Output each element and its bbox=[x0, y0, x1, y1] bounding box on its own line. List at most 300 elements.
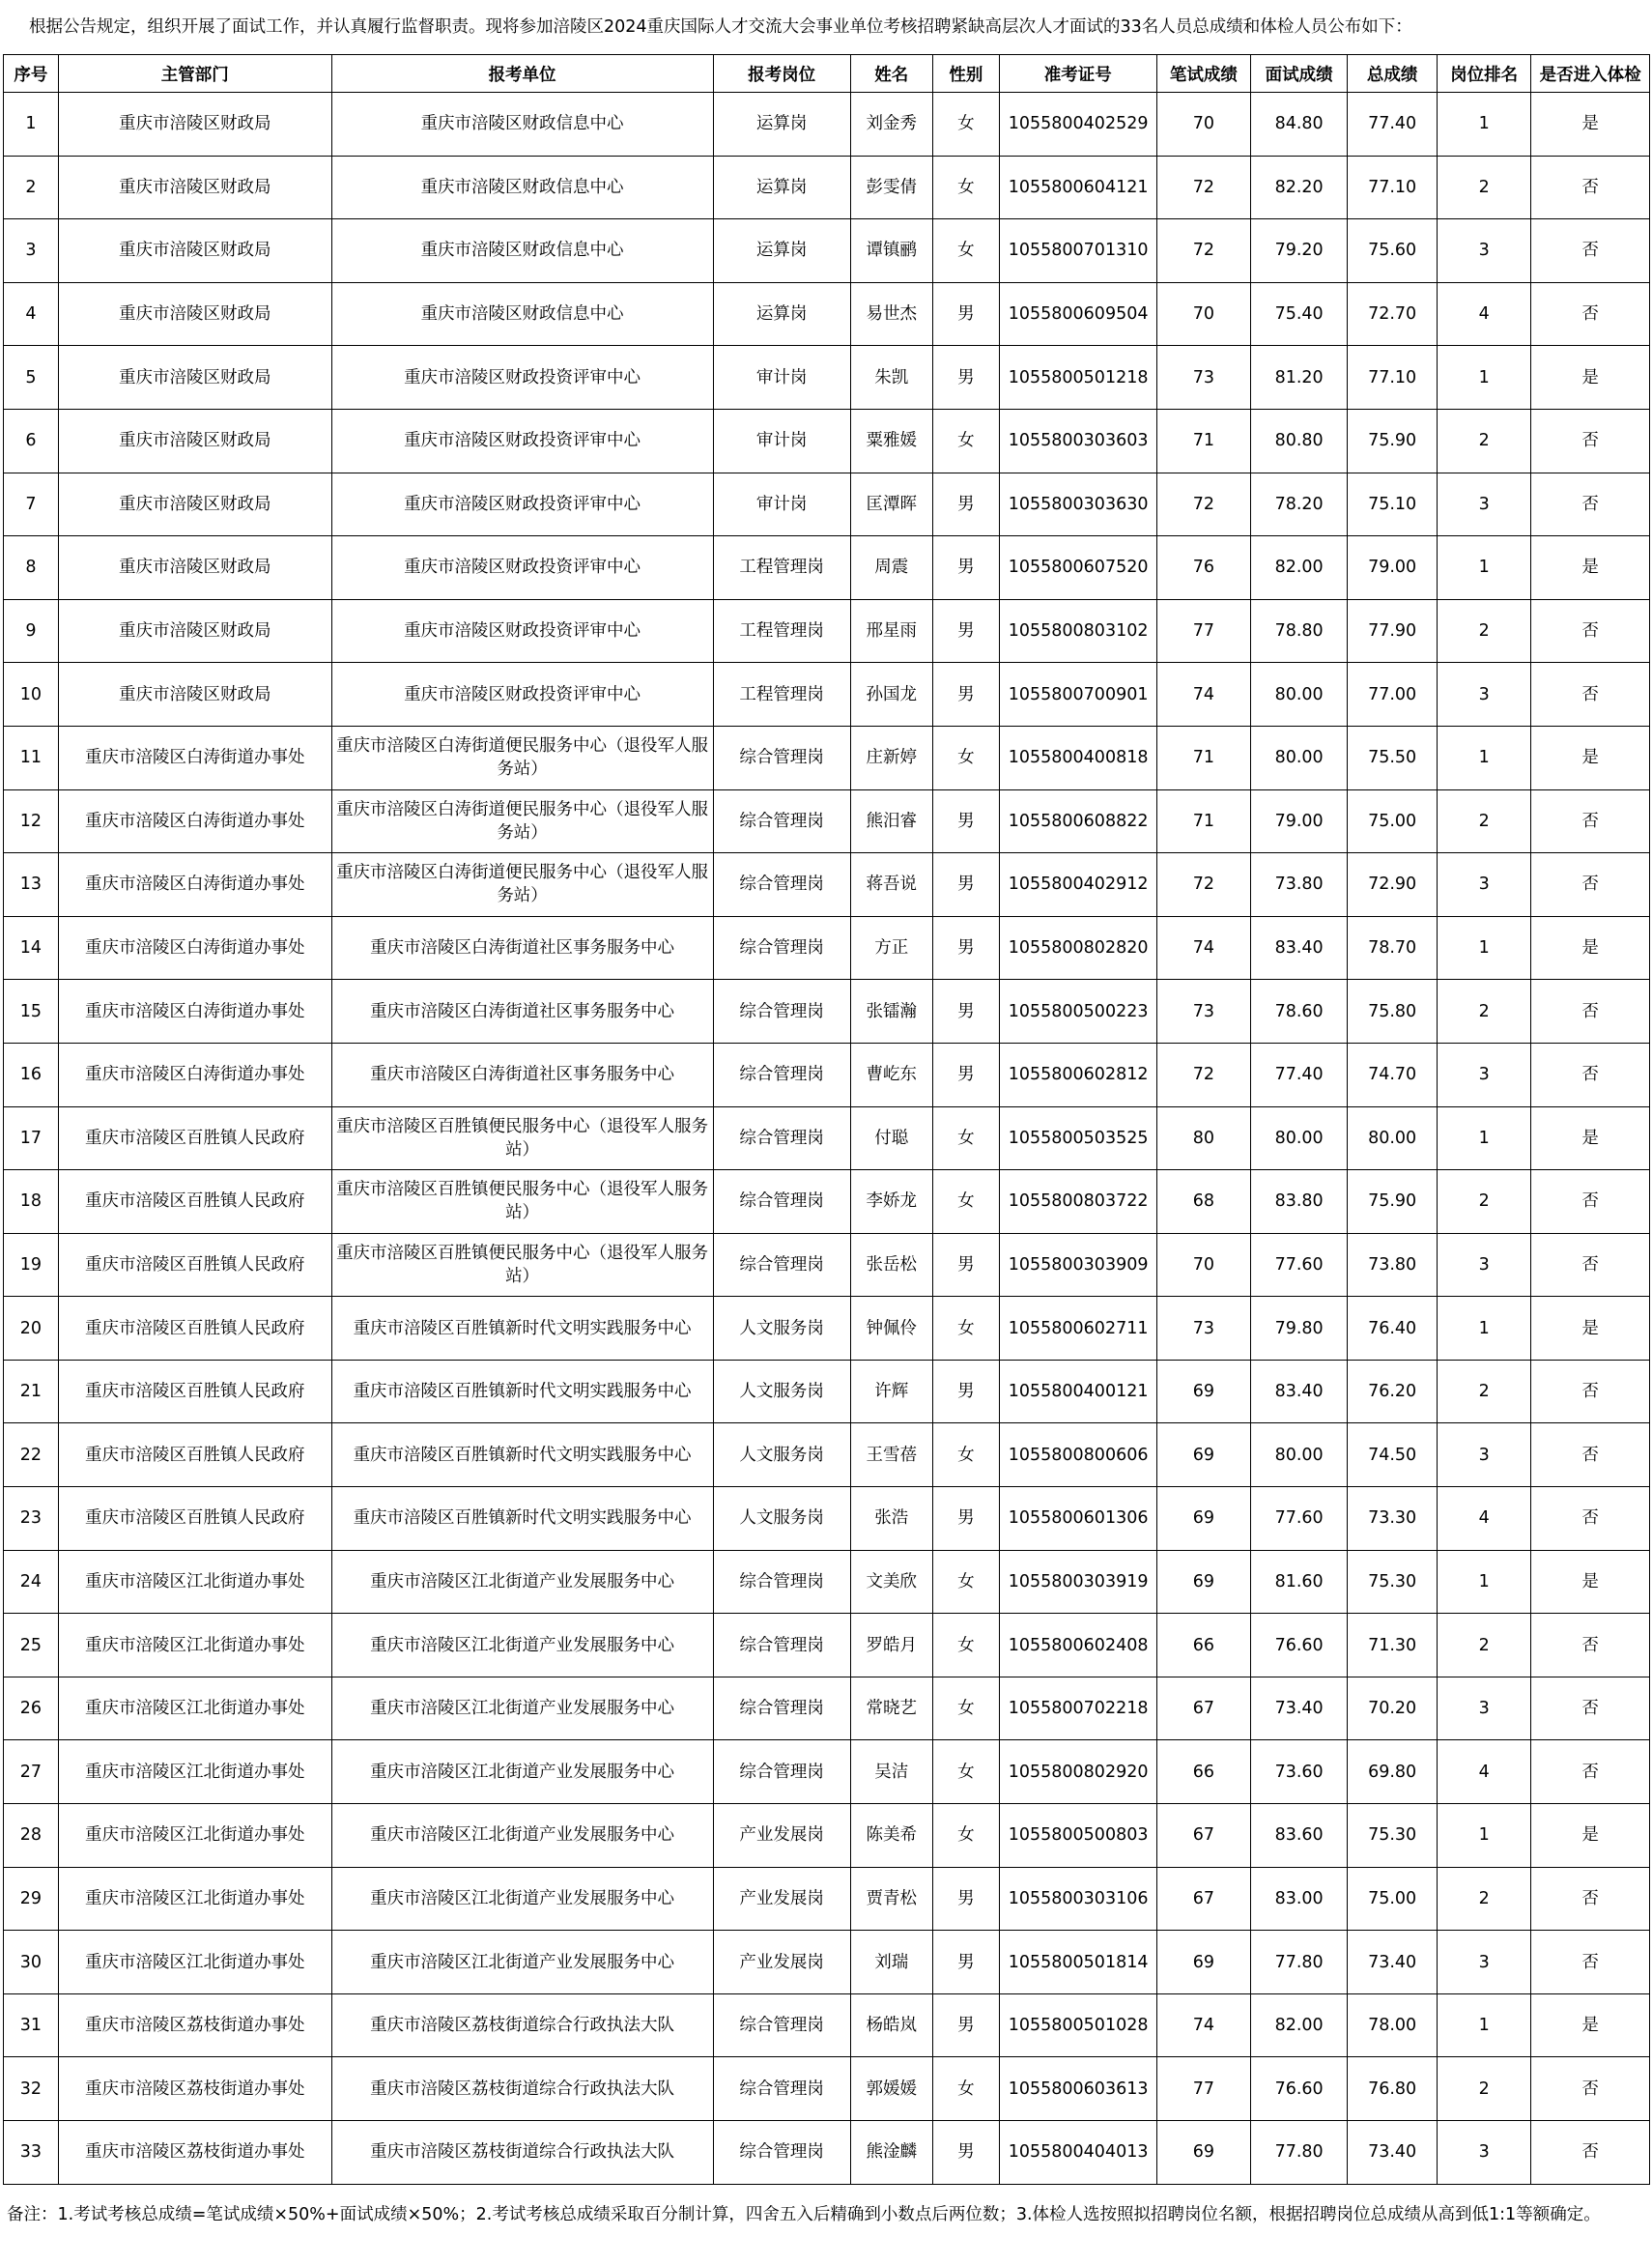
cell-total-score: 75.50 bbox=[1348, 726, 1438, 789]
cell-rank: 3 bbox=[1438, 473, 1531, 536]
cell-rank: 2 bbox=[1438, 156, 1531, 219]
cell-total-score: 73.40 bbox=[1348, 2121, 1438, 2185]
cell-position: 产业发展岗 bbox=[713, 1931, 850, 1994]
cell-interview-score: 76.60 bbox=[1251, 2057, 1348, 2121]
cell-index: 4 bbox=[4, 282, 59, 346]
cell-total-score: 73.80 bbox=[1348, 1233, 1438, 1297]
cell-index: 26 bbox=[4, 1677, 59, 1740]
cell-written-score: 71 bbox=[1156, 409, 1250, 473]
cell-rank: 3 bbox=[1438, 1677, 1531, 1740]
cell-gender: 女 bbox=[932, 1740, 999, 1804]
cell-department: 重庆市涪陵区财政局 bbox=[58, 409, 331, 473]
cell-unit: 重庆市涪陵区江北街道产业发展服务中心 bbox=[331, 1614, 713, 1677]
cell-total-score: 78.00 bbox=[1348, 1993, 1438, 2057]
cell-name: 李娇龙 bbox=[850, 1170, 932, 1234]
cell-rank: 1 bbox=[1438, 726, 1531, 789]
cell-position: 综合管理岗 bbox=[713, 726, 850, 789]
table-row bbox=[4, 282, 1650, 346]
cell-unit: 重庆市涪陵区白涛街道便民服务中心（退役军人服务站） bbox=[331, 726, 713, 789]
cell-interview-score: 80.00 bbox=[1251, 1423, 1348, 1487]
cell-interview-score: 80.80 bbox=[1251, 409, 1348, 473]
cell-department: 重庆市涪陵区百胜镇人民政府 bbox=[58, 1106, 331, 1170]
cell-name: 粟雅媛 bbox=[850, 409, 932, 473]
cell-interview-score: 79.20 bbox=[1251, 219, 1348, 283]
table-header-row bbox=[4, 55, 1650, 93]
cell-rank: 1 bbox=[1438, 346, 1531, 410]
cell-total-score: 75.00 bbox=[1348, 789, 1438, 853]
cell-rank: 3 bbox=[1438, 2121, 1531, 2185]
cell-index: 14 bbox=[4, 916, 59, 980]
cell-ticket: 1055800803102 bbox=[999, 599, 1156, 663]
cell-position: 综合管理岗 bbox=[713, 1993, 850, 2057]
cell-unit: 重庆市涪陵区财政投资评审中心 bbox=[331, 473, 713, 536]
cell-name: 常晓艺 bbox=[850, 1677, 932, 1740]
cell-rank: 4 bbox=[1438, 282, 1531, 346]
cell-rank: 3 bbox=[1438, 1931, 1531, 1994]
cell-name: 郭媛媛 bbox=[850, 2057, 932, 2121]
table-row bbox=[4, 980, 1650, 1044]
header-unit: 报考单位 bbox=[331, 55, 713, 93]
cell-department: 重庆市涪陵区百胜镇人民政府 bbox=[58, 1487, 331, 1551]
cell-name: 彭雯倩 bbox=[850, 156, 932, 219]
cell-department: 重庆市涪陵区百胜镇人民政府 bbox=[58, 1170, 331, 1234]
cell-index: 10 bbox=[4, 663, 59, 727]
cell-gender: 女 bbox=[932, 1804, 999, 1868]
cell-unit: 重庆市涪陵区财政信息中心 bbox=[331, 282, 713, 346]
cell-interview-score: 83.40 bbox=[1251, 916, 1348, 980]
cell-gender: 女 bbox=[932, 2057, 999, 2121]
cell-unit: 重庆市涪陵区百胜镇新时代文明实践服务中心 bbox=[331, 1360, 713, 1423]
table-row bbox=[4, 916, 1650, 980]
cell-written-score: 72 bbox=[1156, 219, 1250, 283]
cell-rank: 2 bbox=[1438, 1170, 1531, 1234]
cell-total-score: 75.30 bbox=[1348, 1804, 1438, 1868]
cell-index: 15 bbox=[4, 980, 59, 1044]
intro-text: 根据公告规定，组织开展了面试工作，并认真履行监督职责。现将参加涪陵区2024重庆国际人才交流大会事业单位考核招聘紧缺高层次人才面试的33名人员总成绩和体检人员公布如下： bbox=[29, 17, 1412, 37]
cell-total-score: 77.90 bbox=[1348, 599, 1438, 663]
cell-physical-exam: 否 bbox=[1531, 980, 1650, 1044]
cell-interview-score: 78.60 bbox=[1251, 980, 1348, 1044]
cell-ticket: 1055800402529 bbox=[999, 93, 1156, 157]
cell-physical-exam: 否 bbox=[1531, 1043, 1650, 1106]
cell-ticket: 1055800404013 bbox=[999, 2121, 1156, 2185]
header-total-score: 总成绩 bbox=[1348, 55, 1438, 93]
cell-written-score: 74 bbox=[1156, 1993, 1250, 2057]
cell-ticket: 1055800400121 bbox=[999, 1360, 1156, 1423]
cell-index: 32 bbox=[4, 2057, 59, 2121]
cell-gender: 男 bbox=[932, 1360, 999, 1423]
cell-ticket: 1055800603613 bbox=[999, 2057, 1156, 2121]
cell-index: 2 bbox=[4, 156, 59, 219]
cell-department: 重庆市涪陵区白涛街道办事处 bbox=[58, 980, 331, 1044]
cell-department: 重庆市涪陵区财政局 bbox=[58, 663, 331, 727]
cell-department: 重庆市涪陵区江北街道办事处 bbox=[58, 1931, 331, 1994]
cell-rank: 1 bbox=[1438, 1550, 1531, 1614]
cell-position: 综合管理岗 bbox=[713, 1106, 850, 1170]
cell-ticket: 1055800803722 bbox=[999, 1170, 1156, 1234]
cell-name: 朱凯 bbox=[850, 346, 932, 410]
table-row bbox=[4, 1360, 1650, 1423]
cell-total-score: 76.80 bbox=[1348, 2057, 1438, 2121]
cell-name: 杨皓岚 bbox=[850, 1993, 932, 2057]
cell-unit: 重庆市涪陵区荔枝街道综合行政执法大队 bbox=[331, 1993, 713, 2057]
cell-name: 刘瑞 bbox=[850, 1931, 932, 1994]
cell-ticket: 1055800607520 bbox=[999, 536, 1156, 600]
cell-unit: 重庆市涪陵区白涛街道便民服务中心（退役军人服务站） bbox=[331, 853, 713, 917]
cell-rank: 1 bbox=[1438, 1993, 1531, 2057]
cell-gender: 男 bbox=[932, 980, 999, 1044]
cell-gender: 男 bbox=[932, 599, 999, 663]
cell-unit: 重庆市涪陵区江北街道产业发展服务中心 bbox=[331, 1804, 713, 1868]
cell-interview-score: 78.20 bbox=[1251, 473, 1348, 536]
cell-interview-score: 83.40 bbox=[1251, 1360, 1348, 1423]
cell-total-score: 73.40 bbox=[1348, 1931, 1438, 1994]
cell-gender: 男 bbox=[932, 789, 999, 853]
cell-gender: 女 bbox=[932, 1297, 999, 1361]
cell-gender: 男 bbox=[932, 916, 999, 980]
cell-rank: 1 bbox=[1438, 536, 1531, 600]
cell-rank: 2 bbox=[1438, 1360, 1531, 1423]
cell-position: 综合管理岗 bbox=[713, 1614, 850, 1677]
cell-physical-exam: 否 bbox=[1531, 1867, 1650, 1931]
cell-total-score: 75.60 bbox=[1348, 219, 1438, 283]
cell-unit: 重庆市涪陵区财政投资评审中心 bbox=[331, 346, 713, 410]
cell-department: 重庆市涪陵区百胜镇人民政府 bbox=[58, 1423, 331, 1487]
cell-gender: 男 bbox=[932, 536, 999, 600]
cell-physical-exam: 否 bbox=[1531, 789, 1650, 853]
cell-written-score: 77 bbox=[1156, 2057, 1250, 2121]
cell-interview-score: 83.00 bbox=[1251, 1867, 1348, 1931]
cell-rank: 3 bbox=[1438, 853, 1531, 917]
cell-index: 28 bbox=[4, 1804, 59, 1868]
cell-unit: 重庆市涪陵区江北街道产业发展服务中心 bbox=[331, 1550, 713, 1614]
table-row bbox=[4, 1487, 1650, 1551]
cell-index: 7 bbox=[4, 473, 59, 536]
cell-written-score: 73 bbox=[1156, 980, 1250, 1044]
cell-index: 21 bbox=[4, 1360, 59, 1423]
cell-physical-exam: 否 bbox=[1531, 1360, 1650, 1423]
cell-total-score: 77.10 bbox=[1348, 346, 1438, 410]
cell-rank: 3 bbox=[1438, 663, 1531, 727]
cell-name: 罗皓月 bbox=[850, 1614, 932, 1677]
cell-physical-exam: 是 bbox=[1531, 93, 1650, 157]
cell-physical-exam: 否 bbox=[1531, 2121, 1650, 2185]
cell-written-score: 71 bbox=[1156, 726, 1250, 789]
table-row bbox=[4, 1423, 1650, 1487]
table-body bbox=[4, 93, 1650, 2185]
cell-physical-exam: 是 bbox=[1531, 1297, 1650, 1361]
cell-position: 审计岗 bbox=[713, 473, 850, 536]
cell-physical-exam: 否 bbox=[1531, 282, 1650, 346]
cell-gender: 男 bbox=[932, 1993, 999, 2057]
cell-total-score: 75.80 bbox=[1348, 980, 1438, 1044]
cell-interview-score: 78.80 bbox=[1251, 599, 1348, 663]
cell-total-score: 72.70 bbox=[1348, 282, 1438, 346]
cell-index: 27 bbox=[4, 1740, 59, 1804]
cell-physical-exam: 否 bbox=[1531, 1487, 1650, 1551]
cell-name: 周震 bbox=[850, 536, 932, 600]
cell-name: 易世杰 bbox=[850, 282, 932, 346]
cell-position: 运算岗 bbox=[713, 156, 850, 219]
cell-total-score: 74.50 bbox=[1348, 1423, 1438, 1487]
cell-rank: 3 bbox=[1438, 1233, 1531, 1297]
cell-written-score: 73 bbox=[1156, 1297, 1250, 1361]
cell-gender: 男 bbox=[932, 1867, 999, 1931]
cell-department: 重庆市涪陵区白涛街道办事处 bbox=[58, 1043, 331, 1106]
cell-index: 30 bbox=[4, 1931, 59, 1994]
cell-index: 33 bbox=[4, 2121, 59, 2185]
cell-interview-score: 73.60 bbox=[1251, 1740, 1348, 1804]
cell-total-score: 77.10 bbox=[1348, 156, 1438, 219]
cell-interview-score: 80.00 bbox=[1251, 1106, 1348, 1170]
cell-written-score: 69 bbox=[1156, 2121, 1250, 2185]
cell-rank: 4 bbox=[1438, 1740, 1531, 1804]
cell-name: 陈美希 bbox=[850, 1804, 932, 1868]
cell-interview-score: 82.20 bbox=[1251, 156, 1348, 219]
cell-unit: 重庆市涪陵区荔枝街道综合行政执法大队 bbox=[331, 2121, 713, 2185]
cell-position: 综合管理岗 bbox=[713, 789, 850, 853]
cell-rank: 2 bbox=[1438, 1867, 1531, 1931]
table-row bbox=[4, 346, 1650, 410]
cell-rank: 3 bbox=[1438, 1423, 1531, 1487]
cell-physical-exam: 是 bbox=[1531, 1550, 1650, 1614]
cell-written-score: 67 bbox=[1156, 1867, 1250, 1931]
footnote: 备注：1.考试考核总成绩=笔试成绩×50%+面试成绩×50%；2.考试考核总成绩采取百分制计算，四舍五入后精确到小数点后两位数；3.体检人选按照拟招聘岗位名额，根据招聘岗位总成绩从高到低1:1等额确定。 bbox=[7, 2205, 1601, 2224]
cell-interview-score: 81.60 bbox=[1251, 1550, 1348, 1614]
table-row bbox=[4, 219, 1650, 283]
cell-gender: 男 bbox=[932, 282, 999, 346]
cell-name: 方正 bbox=[850, 916, 932, 980]
cell-physical-exam: 否 bbox=[1531, 599, 1650, 663]
cell-interview-score: 77.40 bbox=[1251, 1043, 1348, 1106]
cell-total-score: 75.00 bbox=[1348, 1867, 1438, 1931]
cell-unit: 重庆市涪陵区白涛街道社区事务服务中心 bbox=[331, 1043, 713, 1106]
cell-position: 工程管理岗 bbox=[713, 599, 850, 663]
cell-department: 重庆市涪陵区财政局 bbox=[58, 156, 331, 219]
cell-written-score: 74 bbox=[1156, 663, 1250, 727]
cell-position: 综合管理岗 bbox=[713, 2121, 850, 2185]
cell-unit: 重庆市涪陵区江北街道产业发展服务中心 bbox=[331, 1931, 713, 1994]
cell-index: 3 bbox=[4, 219, 59, 283]
table-row bbox=[4, 853, 1650, 917]
cell-rank: 1 bbox=[1438, 93, 1531, 157]
cell-ticket: 1055800601306 bbox=[999, 1487, 1156, 1551]
cell-written-score: 72 bbox=[1156, 156, 1250, 219]
cell-unit: 重庆市涪陵区江北街道产业发展服务中心 bbox=[331, 1677, 713, 1740]
cell-written-score: 72 bbox=[1156, 853, 1250, 917]
cell-index: 23 bbox=[4, 1487, 59, 1551]
cell-unit: 重庆市涪陵区财政投资评审中心 bbox=[331, 409, 713, 473]
cell-written-score: 69 bbox=[1156, 1931, 1250, 1994]
cell-name: 张镭瀚 bbox=[850, 980, 932, 1044]
cell-position: 人文服务岗 bbox=[713, 1423, 850, 1487]
cell-position: 运算岗 bbox=[713, 282, 850, 346]
cell-index: 8 bbox=[4, 536, 59, 600]
cell-ticket: 1055800400818 bbox=[999, 726, 1156, 789]
cell-gender: 男 bbox=[932, 1487, 999, 1551]
cell-ticket: 1055800802920 bbox=[999, 1740, 1156, 1804]
cell-total-score: 71.30 bbox=[1348, 1614, 1438, 1677]
header-position: 报考岗位 bbox=[713, 55, 850, 93]
cell-name: 匡潭晖 bbox=[850, 473, 932, 536]
cell-physical-exam: 否 bbox=[1531, 1931, 1650, 1994]
cell-index: 19 bbox=[4, 1233, 59, 1297]
cell-gender: 女 bbox=[932, 1170, 999, 1234]
cell-interview-score: 79.80 bbox=[1251, 1297, 1348, 1361]
cell-name: 张浩 bbox=[850, 1487, 932, 1551]
cell-index: 24 bbox=[4, 1550, 59, 1614]
cell-index: 11 bbox=[4, 726, 59, 789]
table-row bbox=[4, 409, 1650, 473]
cell-physical-exam: 否 bbox=[1531, 219, 1650, 283]
cell-position: 运算岗 bbox=[713, 93, 850, 157]
cell-department: 重庆市涪陵区白涛街道办事处 bbox=[58, 789, 331, 853]
cell-position: 综合管理岗 bbox=[713, 1233, 850, 1297]
cell-position: 人文服务岗 bbox=[713, 1297, 850, 1361]
cell-gender: 男 bbox=[932, 346, 999, 410]
cell-department: 重庆市涪陵区白涛街道办事处 bbox=[58, 726, 331, 789]
cell-gender: 男 bbox=[932, 663, 999, 727]
cell-physical-exam: 是 bbox=[1531, 726, 1650, 789]
cell-position: 综合管理岗 bbox=[713, 1043, 850, 1106]
table-row bbox=[4, 599, 1650, 663]
cell-total-score: 76.40 bbox=[1348, 1297, 1438, 1361]
cell-physical-exam: 否 bbox=[1531, 2057, 1650, 2121]
cell-name: 孙国龙 bbox=[850, 663, 932, 727]
cell-position: 审计岗 bbox=[713, 346, 850, 410]
cell-position: 产业发展岗 bbox=[713, 1804, 850, 1868]
cell-total-score: 73.30 bbox=[1348, 1487, 1438, 1551]
cell-total-score: 75.10 bbox=[1348, 473, 1438, 536]
cell-unit: 重庆市涪陵区财政投资评审中心 bbox=[331, 536, 713, 600]
cell-gender: 男 bbox=[932, 473, 999, 536]
cell-interview-score: 73.80 bbox=[1251, 853, 1348, 917]
cell-physical-exam: 否 bbox=[1531, 663, 1650, 727]
cell-physical-exam: 否 bbox=[1531, 473, 1650, 536]
cell-department: 重庆市涪陵区百胜镇人民政府 bbox=[58, 1233, 331, 1297]
cell-ticket: 1055800303630 bbox=[999, 473, 1156, 536]
cell-unit: 重庆市涪陵区白涛街道社区事务服务中心 bbox=[331, 980, 713, 1044]
table-row bbox=[4, 1804, 1650, 1868]
cell-physical-exam: 否 bbox=[1531, 409, 1650, 473]
cell-interview-score: 77.80 bbox=[1251, 2121, 1348, 2185]
cell-ticket: 1055800602408 bbox=[999, 1614, 1156, 1677]
cell-rank: 2 bbox=[1438, 599, 1531, 663]
cell-physical-exam: 是 bbox=[1531, 1993, 1650, 2057]
cell-gender: 女 bbox=[932, 1423, 999, 1487]
cell-department: 重庆市涪陵区荔枝街道办事处 bbox=[58, 1993, 331, 2057]
cell-unit: 重庆市涪陵区财政信息中心 bbox=[331, 219, 713, 283]
cell-ticket: 1055800503525 bbox=[999, 1106, 1156, 1170]
cell-name: 熊淦麟 bbox=[850, 2121, 932, 2185]
cell-name: 蒋吾说 bbox=[850, 853, 932, 917]
cell-physical-exam: 是 bbox=[1531, 346, 1650, 410]
cell-unit: 重庆市涪陵区白涛街道便民服务中心（退役军人服务站） bbox=[331, 789, 713, 853]
cell-interview-score: 82.00 bbox=[1251, 536, 1348, 600]
cell-ticket: 1055800500223 bbox=[999, 980, 1156, 1044]
cell-index: 29 bbox=[4, 1867, 59, 1931]
cell-department: 重庆市涪陵区财政局 bbox=[58, 93, 331, 157]
table-row bbox=[4, 1740, 1650, 1804]
cell-interview-score: 77.60 bbox=[1251, 1233, 1348, 1297]
cell-ticket: 1055800604121 bbox=[999, 156, 1156, 219]
table-row bbox=[4, 1297, 1650, 1361]
cell-written-score: 70 bbox=[1156, 282, 1250, 346]
results-table bbox=[3, 54, 1650, 2185]
cell-rank: 2 bbox=[1438, 409, 1531, 473]
cell-name: 邢星雨 bbox=[850, 599, 932, 663]
cell-total-score: 75.30 bbox=[1348, 1550, 1438, 1614]
cell-department: 重庆市涪陵区财政局 bbox=[58, 219, 331, 283]
cell-physical-exam: 否 bbox=[1531, 1170, 1650, 1234]
cell-unit: 重庆市涪陵区江北街道产业发展服务中心 bbox=[331, 1740, 713, 1804]
table-row bbox=[4, 93, 1650, 157]
cell-rank: 1 bbox=[1438, 916, 1531, 980]
cell-physical-exam: 否 bbox=[1531, 1423, 1650, 1487]
cell-written-score: 68 bbox=[1156, 1170, 1250, 1234]
cell-department: 重庆市涪陵区江北街道办事处 bbox=[58, 1740, 331, 1804]
cell-position: 综合管理岗 bbox=[713, 1550, 850, 1614]
cell-unit: 重庆市涪陵区百胜镇新时代文明实践服务中心 bbox=[331, 1423, 713, 1487]
cell-interview-score: 81.20 bbox=[1251, 346, 1348, 410]
cell-gender: 女 bbox=[932, 1677, 999, 1740]
cell-interview-score: 76.60 bbox=[1251, 1614, 1348, 1677]
cell-interview-score: 79.00 bbox=[1251, 789, 1348, 853]
cell-name: 许辉 bbox=[850, 1360, 932, 1423]
cell-position: 综合管理岗 bbox=[713, 853, 850, 917]
cell-unit: 重庆市涪陵区百胜镇新时代文明实践服务中心 bbox=[331, 1297, 713, 1361]
cell-position: 综合管理岗 bbox=[713, 1677, 850, 1740]
cell-position: 工程管理岗 bbox=[713, 663, 850, 727]
cell-physical-exam: 否 bbox=[1531, 1677, 1650, 1740]
header-ticket: 准考证号 bbox=[999, 55, 1156, 93]
cell-ticket: 1055800608822 bbox=[999, 789, 1156, 853]
cell-gender: 男 bbox=[932, 1233, 999, 1297]
header-gender: 性别 bbox=[932, 55, 999, 93]
cell-ticket: 1055800303919 bbox=[999, 1550, 1156, 1614]
cell-name: 文美欣 bbox=[850, 1550, 932, 1614]
table-row bbox=[4, 1170, 1650, 1234]
cell-written-score: 69 bbox=[1156, 1423, 1250, 1487]
cell-ticket: 1055800402912 bbox=[999, 853, 1156, 917]
cell-unit: 重庆市涪陵区百胜镇新时代文明实践服务中心 bbox=[331, 1487, 713, 1551]
cell-written-score: 73 bbox=[1156, 346, 1250, 410]
cell-physical-exam: 是 bbox=[1531, 1106, 1650, 1170]
cell-total-score: 79.00 bbox=[1348, 536, 1438, 600]
table-row bbox=[4, 1614, 1650, 1677]
cell-unit: 重庆市涪陵区白涛街道社区事务服务中心 bbox=[331, 916, 713, 980]
cell-department: 重庆市涪陵区百胜镇人民政府 bbox=[58, 1360, 331, 1423]
cell-position: 运算岗 bbox=[713, 219, 850, 283]
cell-written-score: 69 bbox=[1156, 1360, 1250, 1423]
header-name: 姓名 bbox=[850, 55, 932, 93]
cell-position: 综合管理岗 bbox=[713, 1170, 850, 1234]
cell-interview-score: 80.00 bbox=[1251, 663, 1348, 727]
cell-index: 22 bbox=[4, 1423, 59, 1487]
cell-ticket: 1055800501814 bbox=[999, 1931, 1156, 1994]
cell-position: 工程管理岗 bbox=[713, 536, 850, 600]
cell-name: 王雪蓓 bbox=[850, 1423, 932, 1487]
cell-rank: 1 bbox=[1438, 1297, 1531, 1361]
cell-rank: 2 bbox=[1438, 980, 1531, 1044]
cell-gender: 女 bbox=[932, 1614, 999, 1677]
table-row bbox=[4, 1233, 1650, 1297]
table-row bbox=[4, 2121, 1650, 2185]
cell-rank: 2 bbox=[1438, 789, 1531, 853]
cell-department: 重庆市涪陵区财政局 bbox=[58, 473, 331, 536]
cell-name: 谭镇鹂 bbox=[850, 219, 932, 283]
cell-department: 重庆市涪陵区财政局 bbox=[58, 346, 331, 410]
